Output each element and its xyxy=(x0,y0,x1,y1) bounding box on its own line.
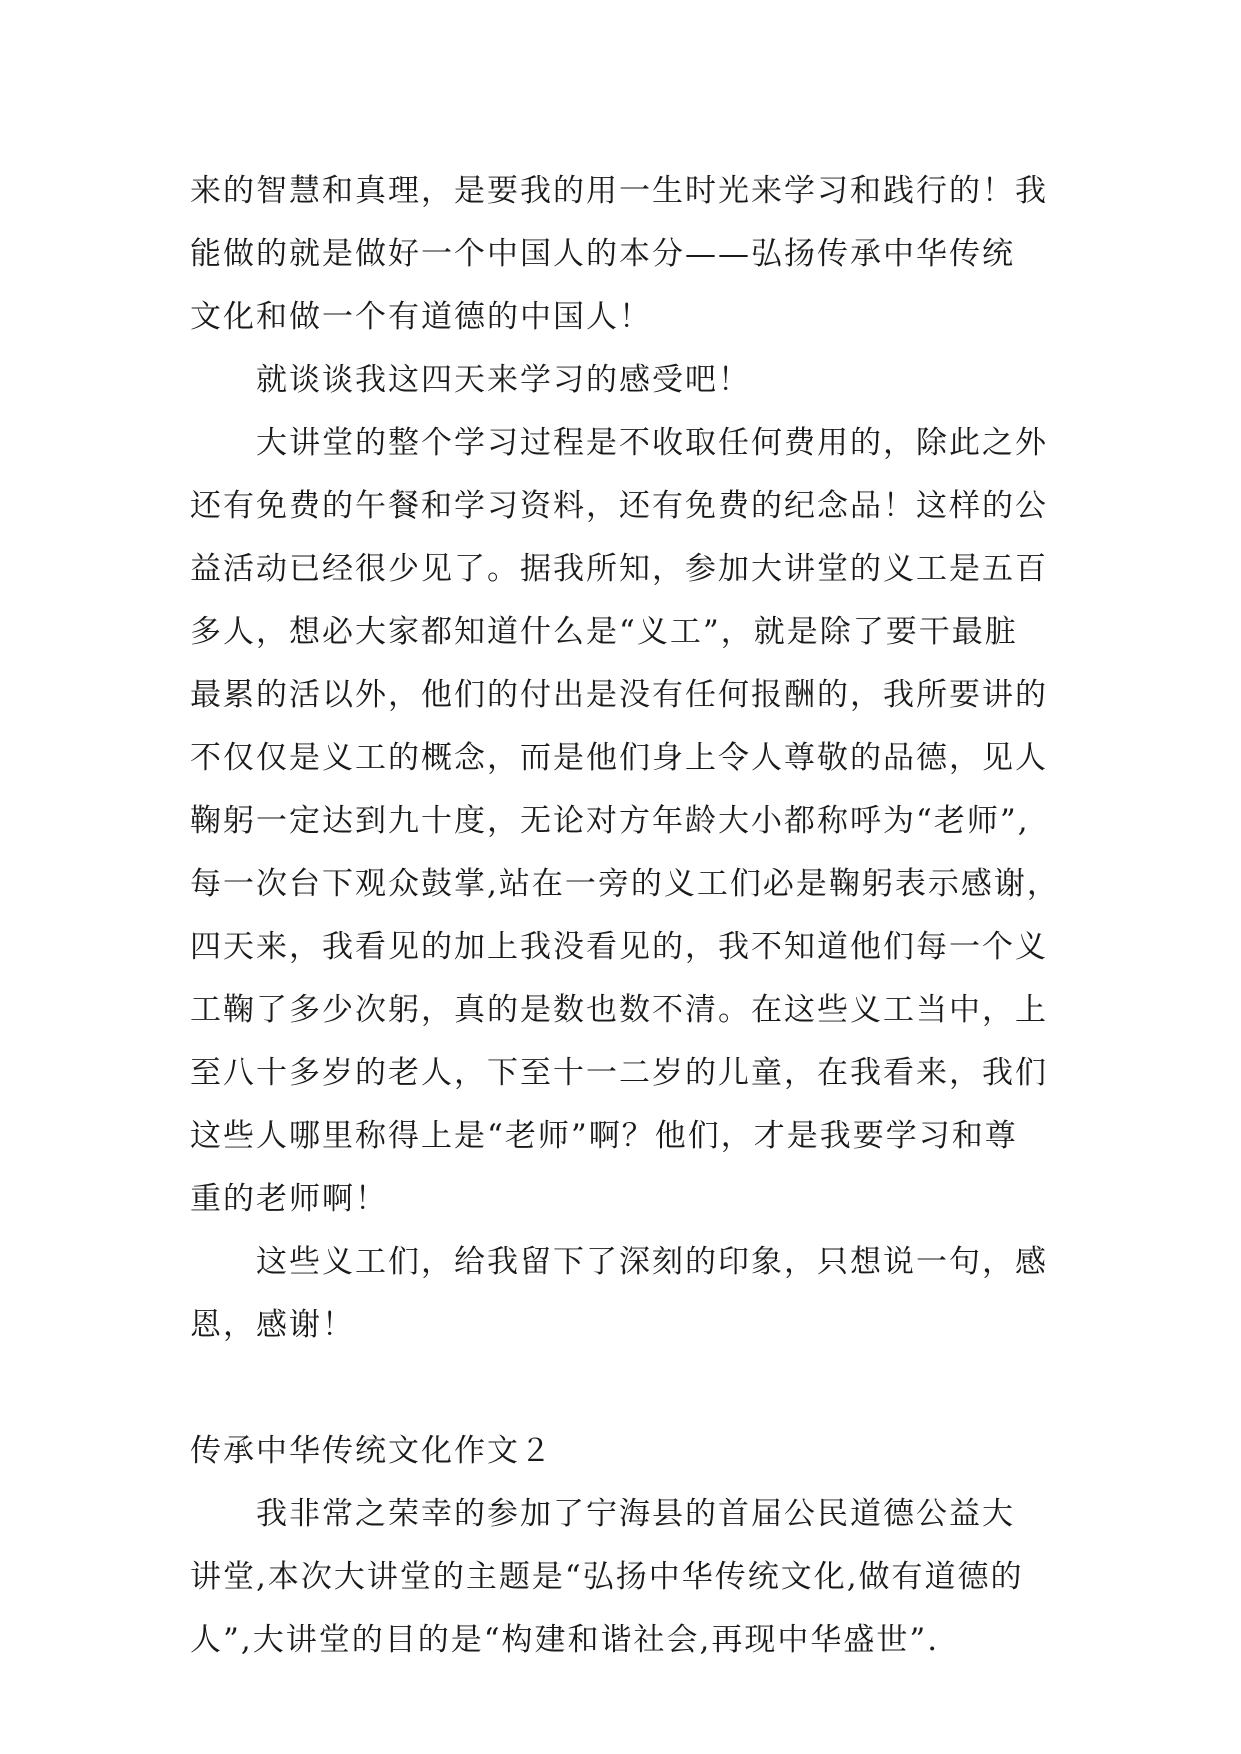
paragraph-line: 不仅仅是义工的概念，而是他们身上令人尊敬的品德，见人 xyxy=(190,740,1048,776)
paragraph-line: 每一次台下观众鼓掌,站在一旁的义工们必是鞠躬表示感谢， xyxy=(190,866,1060,902)
paragraph-line: 大讲堂的整个学习过程是不收取任何费用的，除此之外 xyxy=(256,425,1048,461)
document-body xyxy=(190,160,1060,1672)
paragraph-line: 人”,大讲堂的目的是“构建和谐社会,再现中华盛世”. xyxy=(190,1622,940,1658)
paragraph-line: 恩，感谢！ xyxy=(190,1307,355,1343)
paragraph-4 xyxy=(190,1231,1050,1357)
paragraph-3 xyxy=(190,412,1060,1231)
paragraph-line: 讲堂,本次大讲堂的主题是“弘扬中华传统文化,做有道德的 xyxy=(190,1559,1024,1595)
section-title xyxy=(190,1420,1050,1483)
paragraph-line: 这些义工们，给我留下了深刻的印象，只想说一句，感 xyxy=(256,1244,1048,1280)
section-spacer xyxy=(190,1357,1050,1420)
paragraph-line: 文化和做一个有道德的中国人！ xyxy=(190,299,652,335)
paragraph-1 xyxy=(190,160,1050,349)
paragraph-line: 来的智慧和真理，是要我的用一生时光来学习和践行的！我 xyxy=(190,173,1048,209)
paragraph-line: 最累的活以外，他们的付出是没有任何报酬的，我所要讲的 xyxy=(190,677,1048,713)
paragraph-line: 就谈谈我这四天来学习的感受吧！ xyxy=(256,362,751,398)
paragraph-line: 工鞠了多少次躬，真的是数也数不清。在这些义工当中，上 xyxy=(190,992,1048,1028)
paragraph-line: 能做的就是做好一个中国人的本分——弘扬传承中华传统 xyxy=(190,236,1015,272)
paragraph-line: 还有免费的午餐和学习资料，还有免费的纪念品！这样的公 xyxy=(190,488,1048,524)
paragraph-line: 鞠躬一定达到九十度，无论对方年龄大小都称呼为“老师”, xyxy=(190,803,1030,839)
paragraph-line: 多人，想必大家都知道什么是“义工”，就是除了要干最脏 xyxy=(190,614,1018,650)
paragraph-2 xyxy=(190,349,1050,412)
section-paragraph xyxy=(190,1483,1050,1672)
paragraph-line: 重的老师啊！ xyxy=(190,1181,388,1217)
paragraph-line: 我非常之荣幸的参加了宁海县的首届公民道德公益大 xyxy=(256,1496,1015,1532)
paragraph-line: 益活动已经很少见了。据我所知，参加大讲堂的义工是五百 xyxy=(190,551,1048,587)
section-title-text: 传承中华传统文化作文２ xyxy=(190,1433,553,1469)
paragraph-line: 四天来，我看见的加上我没看见的，我不知道他们每一个义 xyxy=(190,929,1048,965)
paragraph-line: 至八十多岁的老人，下至十一二岁的儿童，在我看来，我们 xyxy=(190,1055,1048,1091)
paragraph-line: 这些人哪里称得上是“老师”啊？他们，才是我要学习和尊 xyxy=(190,1118,1018,1154)
